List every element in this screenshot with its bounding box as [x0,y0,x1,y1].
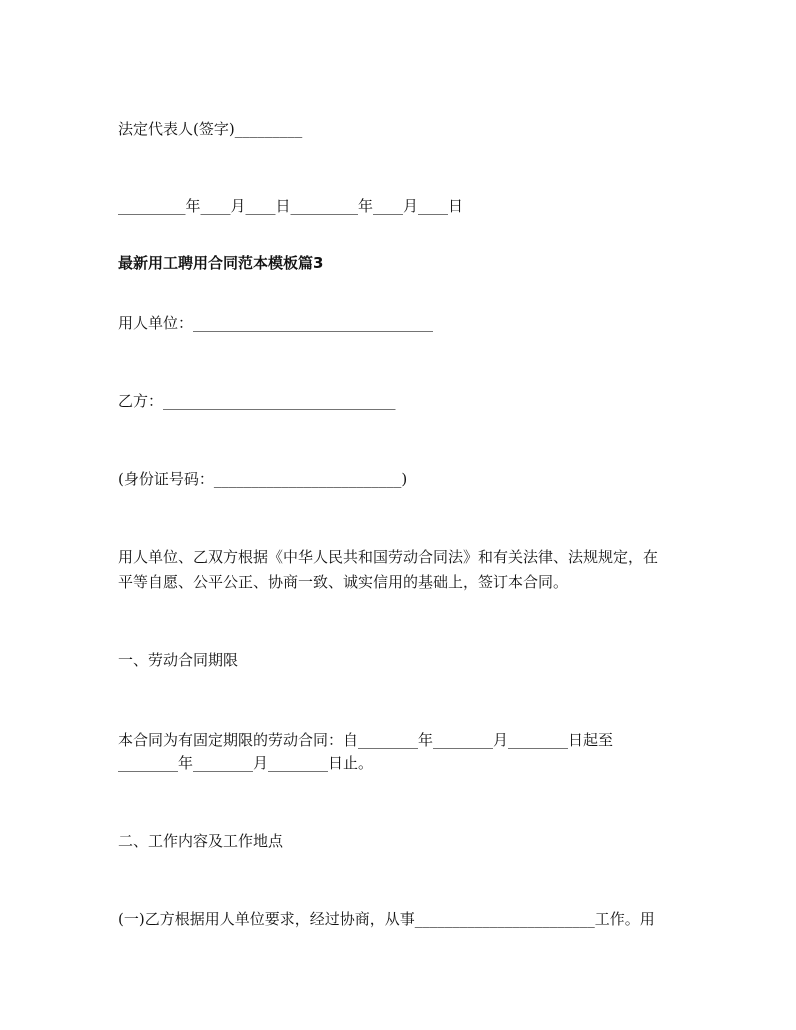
clause-2-text-line-1: (一)乙方根据用人单位要求，经过协商，从事________________________工作。用 [118,910,655,928]
party-b-field-line: 乙方：_______________________________ [118,392,396,410]
section-title: 最新用工聘用合同范本模板篇3 [118,254,324,272]
preamble-line-2: 平等自愿、公平公正、协商一致、诚实信用的基础上，签订本合同。 [118,573,569,591]
clause-1-title: 一、劳动合同期限 [118,651,239,669]
id-number-field-line: (身份证号码：_________________________) [118,470,408,488]
legal-representative-signature-line: 法定代表人(签字)_________ [118,120,303,138]
clause-1-text-line-2: ________年________月________日止。 [118,754,374,772]
clause-2-title: 二、工作内容及工作地点 [118,832,284,850]
employer-field-line: 用人单位：________________________________ [118,314,434,332]
signature-dates-line: _________年____月____日_________年____月____日 [118,197,464,215]
clause-1-text-line-1: 本合同为有固定期限的劳动合同：自________年________月________日起至 [118,731,614,749]
preamble-line-1: 用人单位、乙双方根据《中华人民共和国劳动合同法》和有关法律、法规规定，在 [118,548,659,566]
